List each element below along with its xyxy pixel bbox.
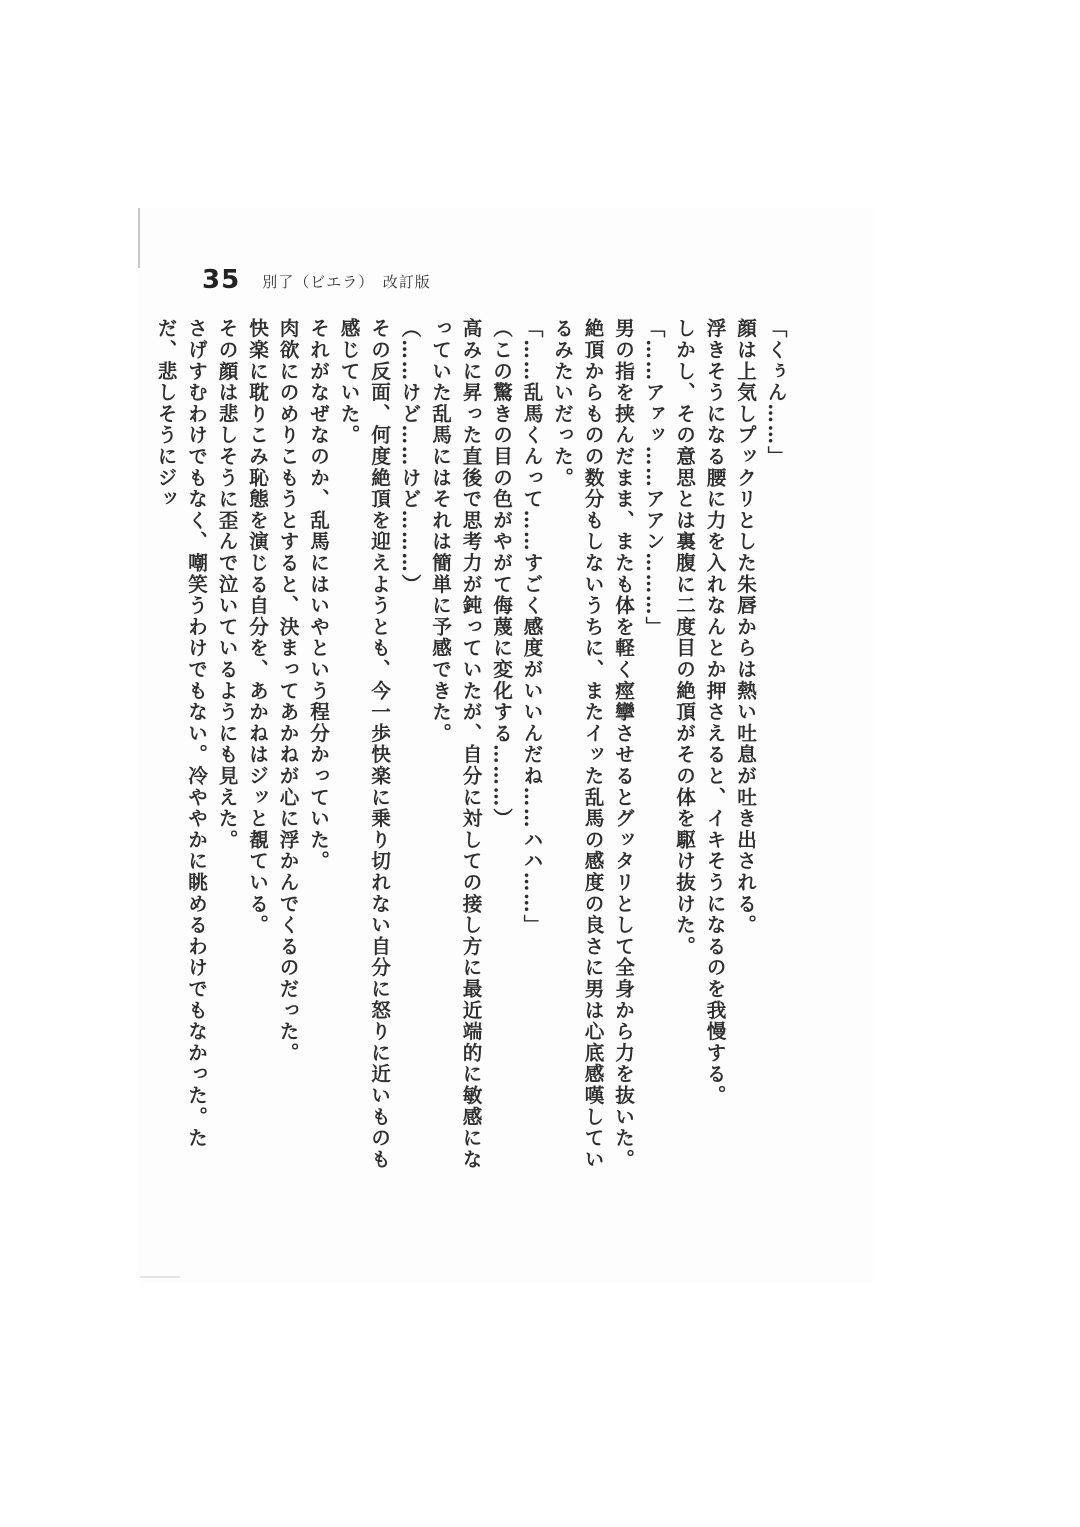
paragraph: 快楽に耽りこみ恥態を演じる自分を、あかねはジッと覩ている。 bbox=[245, 318, 269, 936]
paragraph: （……けど……けど………） bbox=[398, 318, 421, 595]
paragraph: 「くぅん……」 bbox=[764, 318, 787, 468]
paragraph: 顔は上気しプックリとした朱唇からは熱い吐息が吐き出される。 bbox=[733, 318, 757, 936]
paragraph: 男の指を挟んだまま、またも体を軽く痙攣させるとグッタリとして全身から力を抜いた。 bbox=[611, 318, 635, 1170]
scan-edge-mark bbox=[140, 1276, 180, 1278]
paragraph: 「……アァッ……アアン………」 bbox=[642, 318, 665, 638]
page-number: 35 bbox=[202, 265, 241, 295]
paragraph: 浮きそうになる腰に力を入れなんとか押さえると、イキそうになるのを我慢する。 bbox=[703, 318, 726, 1107]
paragraph: 絶頂からものの数分もしないうちに、またイッた乱馬の感度の良さに男は心底感嘆しているみたいだった。 bbox=[550, 318, 604, 1170]
running-title: 別了（ビエラ） 改訂版 bbox=[262, 273, 431, 291]
paragraph: 高みに昇った直後で思考力が鈍っていたが、自分に対しての接し方に最近端的に敏感になっていた乱馬にはそれは簡単に予感できた。 bbox=[428, 318, 482, 1170]
paragraph: しかし、その意思とは裏腹に二度目の絶頂がその体を駆け抜けた。 bbox=[672, 318, 696, 957]
paragraph: その反面、何度絶頂を迎えようとも、今一歩快楽に乗り切れない自分に怒りに近いものも感じていた。 bbox=[337, 318, 391, 1170]
paragraph: 「……乱馬くんって……すごく感度がいいんだね……ハハ……」 bbox=[520, 318, 543, 936]
paragraph: 肉欲にのめりこもうとすると、決まってあかねが心に浮かんでくるのだった。 bbox=[276, 318, 299, 1064]
paragraph: それがなぜなのか、乱馬にはいやという程分かっていた。 bbox=[306, 318, 330, 872]
scan-edge-mark bbox=[138, 208, 140, 268]
running-header bbox=[202, 262, 431, 294]
vertical-body-text bbox=[154, 318, 790, 1178]
paragraph: （この驚きの目の色がやがて侮蔑に変化する………） bbox=[489, 318, 513, 830]
paragraph: その顔は悲しそうに歪んで泣いているようにも見えた。 bbox=[215, 318, 238, 851]
paragraph: さげすむわけでもなく、嘲笑うわけでもない。冷ややかに眺めるわけでもなかった。ただ、悲しそうにジッ bbox=[154, 318, 208, 1149]
